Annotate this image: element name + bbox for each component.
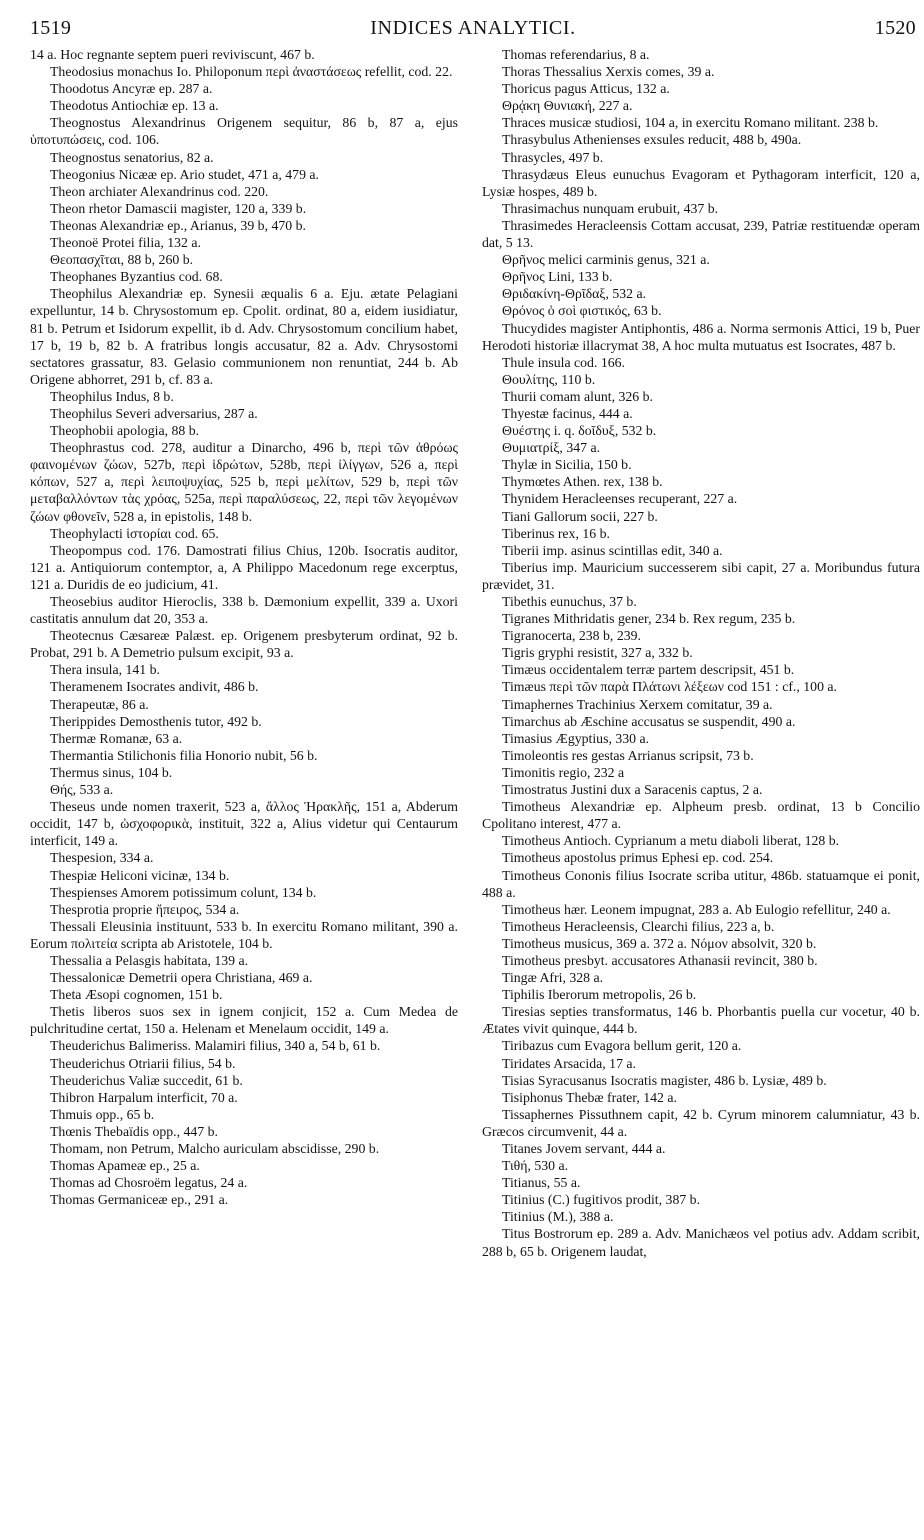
index-entry: Thessalia a Pelasgis habitata, 139 a. bbox=[50, 952, 249, 968]
index-entry: Theon archiater Alexandrinus cod. 220. bbox=[50, 183, 269, 199]
index-entry: Τιθή, 530 a. bbox=[502, 1158, 569, 1174]
index-entry: Θής, 533 a. bbox=[50, 782, 114, 798]
index-entry: Theophanes Byzantius cod. 68. bbox=[50, 269, 223, 285]
index-entry: Thule insula cod. 166. bbox=[502, 354, 625, 370]
index-entry: Tibethis eunuchus, 37 b. bbox=[502, 594, 637, 609]
index-entry: Thoricus pagus Atticus, 132 a. bbox=[502, 81, 670, 97]
index-entry: Tiphilis Iberorum metropolis, 26 b. bbox=[502, 987, 697, 1003]
index-entry: Θρῆνος Lini, 133 b. bbox=[502, 269, 613, 285]
index-entry: Thucydides magister Antiphontis, 486 a. Norma sermonis Attici, 19 b, Puer Herodoti historiæ illacrymat 38, A hoc multa mutuatus est Isocrates, 487 b. bbox=[482, 320, 920, 353]
index-entry: Tiribazus cum Evagora bellum gerit, 120 a. bbox=[502, 1038, 742, 1054]
index-entry: Tiberius imp. Mauricium successerem sibi capit, 27 a. Moribundus futura prævidet, 31. bbox=[482, 559, 920, 592]
index-entry: Timotheus musicus, 369 a. 372 a. Νόμον absolvit, 320 b. bbox=[502, 935, 817, 951]
index-entry: Thessalonicæ Demetrii opera Christiana, 469 a. bbox=[50, 970, 313, 986]
index-entry: Timotheus Cononis filius Isocrate scriba utitur, 486b. statuamque ei ponit, 488 a. bbox=[482, 867, 920, 900]
index-entry: Thomas Germaniceæ ep., 291 a. bbox=[50, 1192, 229, 1208]
index-entry: Theotecnus Cæsareæ Palæst. ep. Origenem presbyterum ordinat, 92 b. Probat, 291 b. A Demetrio pulsum excipit, 93 a. bbox=[30, 628, 458, 661]
index-entry: Theon rhetor Damascii magister, 120 a, 339 b. bbox=[50, 200, 307, 216]
index-entry: Timostratus Justini dux a Saracenis captus, 2 a. bbox=[502, 782, 763, 798]
index-entry: Theta Æsopi cognomen, 151 b. bbox=[50, 987, 223, 1003]
index-entry: Theuderichus Otriarii filius, 54 b. bbox=[50, 1055, 236, 1071]
index-entry: Theramenem Isocrates andivit, 486 b. bbox=[50, 679, 259, 695]
index-entry: Theuderichus Balimeriss. Malamiri filius, 340 a, 54 b, 61 b. bbox=[50, 1038, 381, 1054]
index-entry: Thessali Eleusinia instituunt, 533 b. In exercitu Romano militant, 390 a. Eorum πολιτεία scripta ab Aristotele, 104 b. bbox=[30, 918, 458, 951]
index-entry: Thrasimachus nunquam erubuit, 437 b. bbox=[502, 200, 719, 216]
right-index-column bbox=[482, 46, 920, 1260]
index-entry: Tissaphernes Pissuthnem capit, 42 b. Cyrum minorem calumniatur, 43 b. Græcos circumvenit, 44 a. bbox=[482, 1106, 920, 1139]
index-entry: Theophylacti ἱστορίαι cod. 65. bbox=[50, 525, 219, 541]
index-entry: Θουλίτης, 110 b. bbox=[502, 371, 596, 387]
index-entry: Theophilus Severi adversarius, 287 a. bbox=[50, 405, 258, 421]
index-entry: Theopompus cod. 176. Damostrati filius Chius, 120b. Isocratis auditor, 121 a. Antiquiorum contemptor, a, A Philippo Macedonum rege excerptus, 121 a. Duridis de eo judicium, 41. bbox=[30, 542, 458, 592]
index-entry: Tiberii imp. asinus scintillas edit, 340 a. bbox=[502, 542, 723, 558]
index-entry: Timotheus apostolus primus Ephesi ep. cod. 254. bbox=[502, 850, 774, 866]
index-entry: Titinius (C.) fugitivos prodit, 387 b. bbox=[502, 1192, 701, 1208]
index-entry: Titianus, 55 a. bbox=[502, 1175, 581, 1191]
index-entry: Thylæ in Sicilia, 150 b. bbox=[502, 457, 632, 473]
index-entry: Thesprotia proprie ἤπειρος, 534 a. bbox=[50, 901, 240, 917]
index-entry: Tiridates Arsacida, 17 a. bbox=[502, 1055, 636, 1071]
index-entry: Thurii comam alunt, 326 b. bbox=[502, 388, 653, 404]
index-entry: Tiresias septies transformatus, 146 b. Phorbantis puella cur vocetur, 40 b. Ætates vivit quinque, 444 b. bbox=[482, 1004, 920, 1037]
index-entry: Theodosius monachus Io. Philoponum περὶ ἀναστάσεως refellit, cod. 22. bbox=[50, 64, 453, 80]
index-entry: Titinius (M.), 388 a. bbox=[502, 1209, 614, 1225]
index-entry: Θεοπασχῖται, 88 b, 260 b. bbox=[50, 252, 194, 268]
index-entry: Theophilus Alexandriæ ep. Synesii æqualis 6 a. Eju. ætate Pelagiani expelluntur, 14 b. Chrysostomum ep. Cpolit. ordinat, 80 a, eidem iusidiatur, 81 b. Petrum et Isidorum expellit, ib d. Adv. Chrysostomum concilium habet, 17 b, 19 b, 82 b. A fratribus longis accusatur, 82 a. Adv. Chrysostomi sectatores grassatur, 83. Gelasio communionem non renuntiat, 244 b. Ab Origene abhorret, 291 b, cf. 83 a. bbox=[30, 286, 458, 387]
index-entry: Timoleontis res gestas Arrianus scripsit, 73 b. bbox=[502, 747, 754, 763]
index-entry: Θυμιατρίξ, 347 a. bbox=[502, 440, 601, 456]
index-entry: Theonoë Protei filia, 132 a. bbox=[50, 235, 201, 251]
index-entry: Theognostus senatorius, 82 a. bbox=[50, 149, 214, 165]
index-entry: Thmuis opp., 65 b. bbox=[50, 1106, 155, 1122]
index-entry: Thrasybulus Athenienses exsules reducit, 488 b, 490a. bbox=[502, 132, 802, 148]
index-entry: Timasius Ægyptius, 330 a. bbox=[502, 730, 650, 746]
index-entry: Timæus περὶ τῶν παρὰ Πλάτωνι λέξεων cod 151 : cf., 100 a. bbox=[502, 679, 837, 695]
index-entry: Thynidem Heracleenses recuperant, 227 a. bbox=[502, 491, 738, 507]
index-entry: Timotheus Heracleensis, Clearchi filius, 223 a, b. bbox=[502, 918, 775, 934]
index-entry: Titus Bostrorum ep. 289 a. Adv. Manichæos vel potius adv. Addam scribit, 288 b, 65 b. Origenem laudat, bbox=[482, 1226, 920, 1259]
index-entry: Thespienses Amorem potissimum colunt, 134 b. bbox=[50, 884, 317, 900]
index-entry: Theonas Alexandriæ ep., Arianus, 39 b, 470 b. bbox=[50, 217, 306, 233]
index-entry: Thrasimedes Heracleensis Cottam accusat, 239, Patriæ restituendæ operam dat, 5 13. bbox=[482, 217, 920, 251]
index-entry: Timæus occidentalem terræ partem descripsit, 451 b. bbox=[502, 662, 795, 678]
left-index-column bbox=[30, 46, 458, 1208]
index-entry: Tigranes Mithridatis gener, 234 b. Rex regum, 235 b. bbox=[502, 611, 796, 627]
index-entry: Therapeutæ, 86 a. bbox=[50, 696, 149, 712]
index-entry: Thermantia Stilichonis filia Honorio nubit, 56 b. bbox=[50, 747, 318, 763]
index-entry: Timotheus Antioch. Cyprianum a metu diaboli liberat, 128 b. bbox=[502, 833, 840, 849]
index-entry: Theophrastus cod. 278, auditur a Dinarcho, 496 b, περὶ τῶν ἀθρόως φαινομένων ζώων, 527b, περὶ ἱδρώτων, 528b, περὶ ἰλίγγων, 526 a, περὶ κόπων, 527 a, περὶ λειποψυχίας, 525 b, περὶ μελίτων, 529 b, περὶ τῶν μεταβαλλόντων τὰς χρόας, 525a, περὶ παραλύσεως, 22, περὶ τῶν λεγομένων ζώων φθονεῖν, 528 a, in epistolis, 148 b. bbox=[30, 440, 458, 524]
index-entry: Timotheus Alexandriæ ep. Alpheum presb. ordinat, 13 b Concilio Cpolitano interest, 477 a. bbox=[482, 799, 920, 832]
index-entry: Thera insula, 141 b. bbox=[50, 662, 160, 678]
index-entry: Theognostus Alexandrinus Origenem sequitur, 86 b, 87 a, ejus ὑποτυπώσεις, cod. 106. bbox=[30, 115, 458, 148]
index-entry: Θρῆνος melici carminis genus, 321 a. bbox=[502, 252, 710, 268]
index-entry: Θρᾴκη Θυνιακή, 227 a. bbox=[502, 98, 633, 114]
index-entry: Thermæ Romanæ, 63 a. bbox=[50, 730, 183, 746]
index-entry: Theophobii apologia, 88 b. bbox=[50, 423, 200, 439]
index-entry: Theseus unde nomen traxerit, 523 a, ἄλλος Ἡρακλῆς, 151 a, Abderum occidit, 147 b, ὠσχοφορικὰ, instituit, 322 a, Alius videtur qui Centaurum interficit, 149 a. bbox=[30, 799, 458, 849]
running-header bbox=[30, 4, 916, 40]
index-entry: Therippides Demosthenis tutor, 492 b. bbox=[50, 713, 262, 729]
index-entry: Theuderichus Valiæ succedit, 61 b. bbox=[50, 1072, 243, 1088]
index-entry: Titanes Jovem servant, 444 a. bbox=[502, 1141, 666, 1156]
index-entry: Thoodotus Ancyræ ep. 287 a. bbox=[50, 81, 213, 97]
index-entry: Thibron Harpalum interficit, 70 a. bbox=[50, 1089, 238, 1105]
index-entry: Theophilus Indus, 8 b. bbox=[50, 388, 174, 404]
index-entry: Thespesion, 334 a. bbox=[50, 850, 154, 866]
index-entry: Θρόνος ὁ σοὶ φιστικός, 63 b. bbox=[502, 303, 662, 319]
index-entry: Tingæ Afri, 328 a. bbox=[502, 970, 604, 986]
index-entry: Thomas Apameæ ep., 25 a. bbox=[50, 1158, 200, 1174]
running-title: INDICES ANALYTICI. bbox=[370, 17, 576, 39]
index-entry: Thomas ad Chosroëm legatus, 24 a. bbox=[50, 1175, 248, 1191]
page-number-right: 1520 bbox=[874, 17, 916, 39]
index-entry: Thymœtes Athen. rex, 138 b. bbox=[502, 474, 663, 490]
index-entry: Thœnis Thebaïdis opp., 447 b. bbox=[50, 1123, 218, 1139]
index-entry: Theodotus Antiochiæ ep. 13 a. bbox=[50, 98, 219, 114]
index-entry: Theogonius Nicææ ep. Ario studet, 471 a, 479 a. bbox=[50, 166, 320, 182]
index-entry: Tigris gryphi resistit, 327 a, 332 b. bbox=[502, 645, 693, 661]
index-entry: Θυέστης i. q. δοῖδυξ, 532 b. bbox=[502, 423, 657, 439]
index-entry: Thomas referendarius, 8 a. bbox=[502, 47, 650, 62]
index-entry: Timonitis regio, 232 a bbox=[502, 764, 625, 780]
page-number-left: 1519 bbox=[30, 17, 72, 39]
index-entry: Thomam, non Petrum, Malcho auriculam abscidisse, 290 b. bbox=[50, 1141, 380, 1156]
index-entry: Thespiæ Heliconi vicinæ, 134 b. bbox=[50, 867, 230, 883]
index-entry: Timaphernes Trachinius Xerxem comitatur, 39 a. bbox=[502, 696, 773, 712]
index-entry: Timarchus ab Æschine accusatus se suspendit, 490 a. bbox=[502, 713, 796, 729]
index-entry: Thetis liberos suos sex in ignem conjicit, 152 a. Cum Medea de pulchritudine certat, 150 a. Helenam et Menelaum occidit, 149 a. bbox=[30, 1004, 458, 1037]
index-entry: Tisias Syracusanus Isocratis magister, 486 b. Lysiæ, 489 b. bbox=[502, 1072, 827, 1088]
index-entry: Theosebius auditor Hieroclis, 338 b. Dæmonium expellit, 339 a. Uxori castitatis annulum dat 20, 353 a. bbox=[30, 594, 458, 627]
index-entry: Tigranocerta, 238 b, 239. bbox=[502, 628, 641, 644]
index-entry: Tiani Gallorum socii, 227 b. bbox=[502, 508, 658, 524]
index-entry: Thermus sinus, 104 b. bbox=[50, 764, 173, 780]
index-entry: Thrasydæus Eleus eunuchus Evagoram et Pythagoram interficit, 120 a, Lysiæ hospes, 489 b. bbox=[482, 166, 920, 199]
index-entry: Thrasycles, 497 b. bbox=[502, 149, 604, 165]
index-entry: Timotheus presbyt. accusatores Athanasii revincit, 380 b. bbox=[502, 952, 818, 968]
index-entry: Timotheus hær. Leonem impugnat, 283 a. Ab Eulogio refellitur, 240 a. bbox=[502, 901, 891, 917]
index-entry: Thraces musicæ studiosi, 104 a, in exercitu Romano militant. 238 b. bbox=[502, 115, 879, 131]
index-entry: Thoras Thessalius Xerxis comes, 39 a. bbox=[502, 64, 715, 80]
index-entry: Tiberinus rex, 16 b. bbox=[502, 525, 610, 541]
index-entry: Thyestæ facinus, 444 a. bbox=[502, 405, 633, 421]
index-entry: Θριδακίνη-Θρῖδαξ, 532 a. bbox=[502, 286, 647, 302]
index-entry: 14 a. Hoc regnante septem pueri reviviscunt, 467 b. bbox=[30, 47, 315, 62]
index-entry: Tisiphonus Thebæ frater, 142 a. bbox=[502, 1089, 677, 1105]
